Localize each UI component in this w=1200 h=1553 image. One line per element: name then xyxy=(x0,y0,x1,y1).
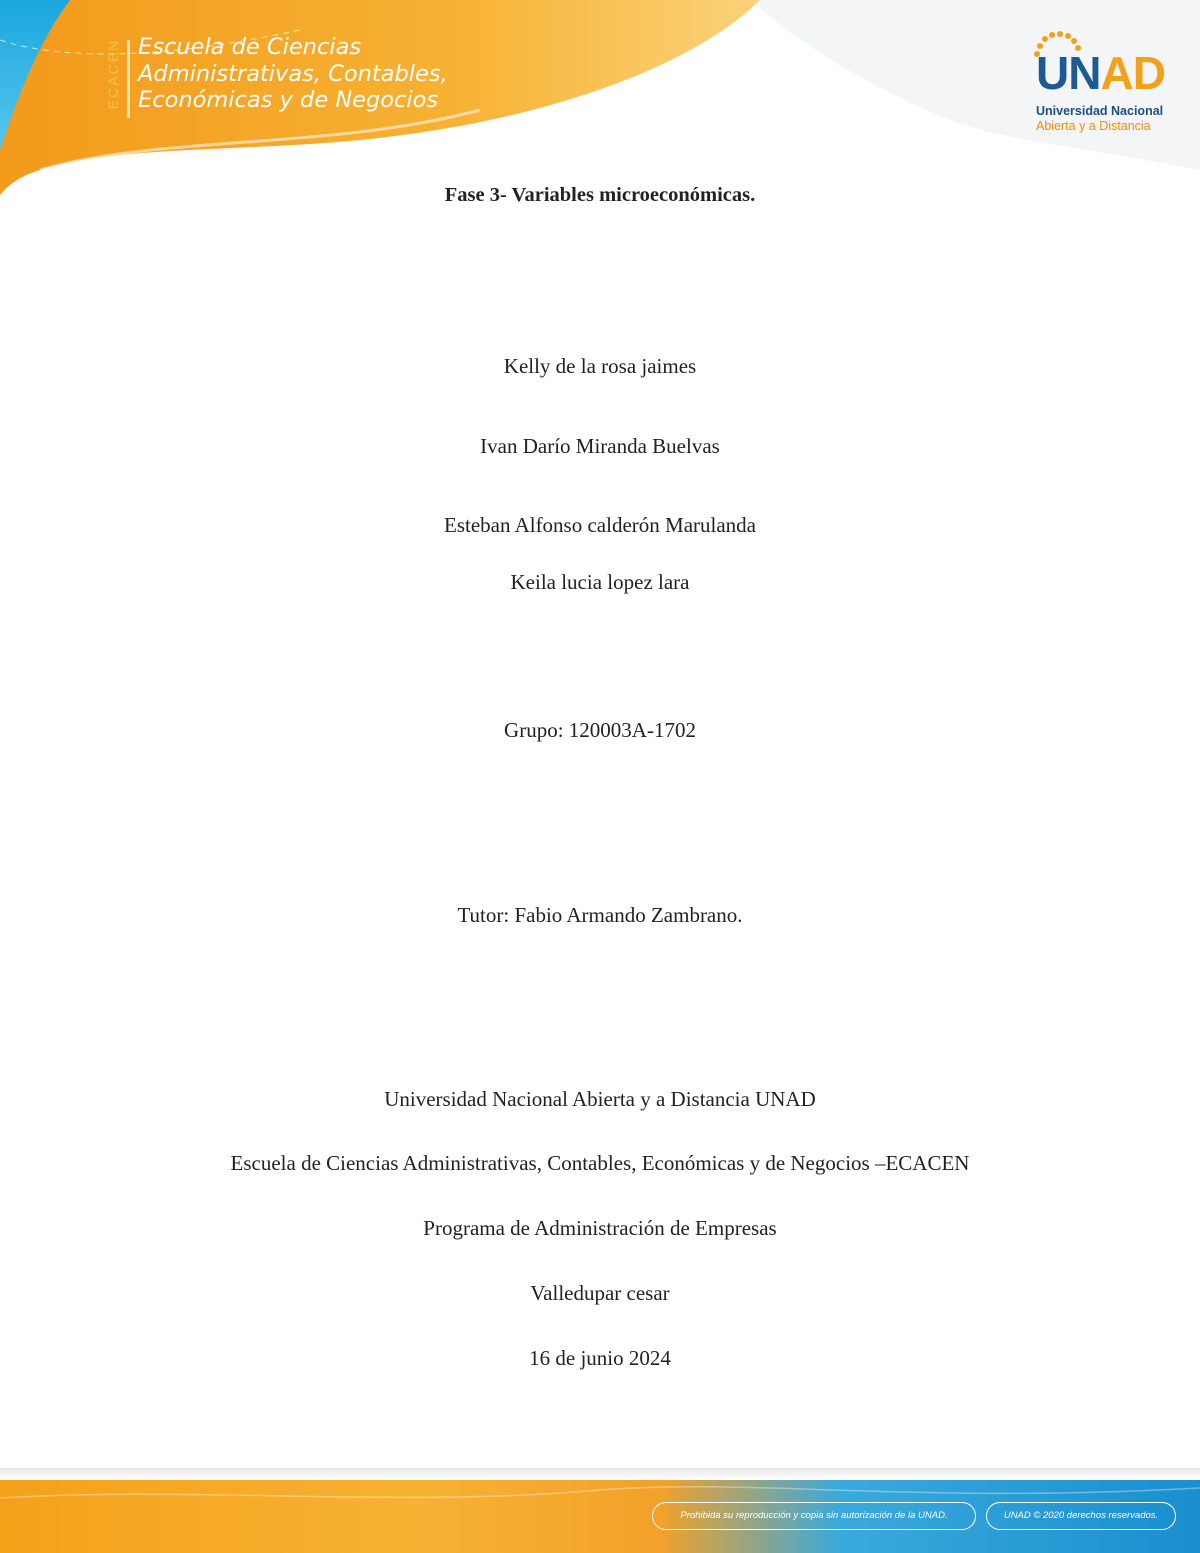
ecacen-vertical-label: ECACEN xyxy=(105,38,121,110)
group-code: Grupo: 120003A-1702 xyxy=(504,718,696,742)
university-name: Universidad Nacional Abierta y a Distancia UNAD xyxy=(384,1087,816,1111)
school-name-block xyxy=(138,34,448,114)
author-name: Ivan Darío Miranda Buelvas xyxy=(480,434,720,458)
document-date: 16 de junio 2024 xyxy=(529,1346,671,1370)
city: Valledupar cesar xyxy=(530,1281,670,1305)
author-name: Esteban Alfonso calderón Marulanda xyxy=(444,513,756,537)
school-name-line: Escuela de Ciencias xyxy=(138,34,362,60)
author-name: Kelly de la rosa jaimes xyxy=(503,354,697,378)
tutor-name: Tutor: Fabio Armando Zambrano. xyxy=(457,903,743,927)
school-name-line: Administrativas, Contables, xyxy=(138,60,448,87)
copyright-notice: UNAD © 2020 derechos reservados. xyxy=(986,1502,1176,1530)
page-header xyxy=(0,0,1200,200)
header-divider xyxy=(127,40,130,118)
document-title: Fase 3- Variables microeconómicas. xyxy=(444,184,756,206)
school-name-line: Económicas y de Negocios xyxy=(138,87,439,113)
copy-prohibition-notice: Prohibida su reproducción y copia sin autorización de la UNAD. xyxy=(652,1502,976,1530)
program-name: Programa de Administración de Empresas xyxy=(423,1216,777,1240)
unad-logo xyxy=(1032,30,1165,135)
school-name: Escuela de Ciencias Administrativas, Contables, Económicas y de Negocios –ECACEN xyxy=(230,1151,970,1175)
logo-subtitle-secondary: Abierta y a Distancia xyxy=(1036,119,1151,133)
page-footer xyxy=(0,1468,1200,1553)
logo-wordmark: UNAD xyxy=(1036,47,1165,99)
logo-subtitle-primary: Universidad Nacional xyxy=(1036,104,1164,118)
author-name: Keila lucia lopez lara xyxy=(510,570,690,594)
